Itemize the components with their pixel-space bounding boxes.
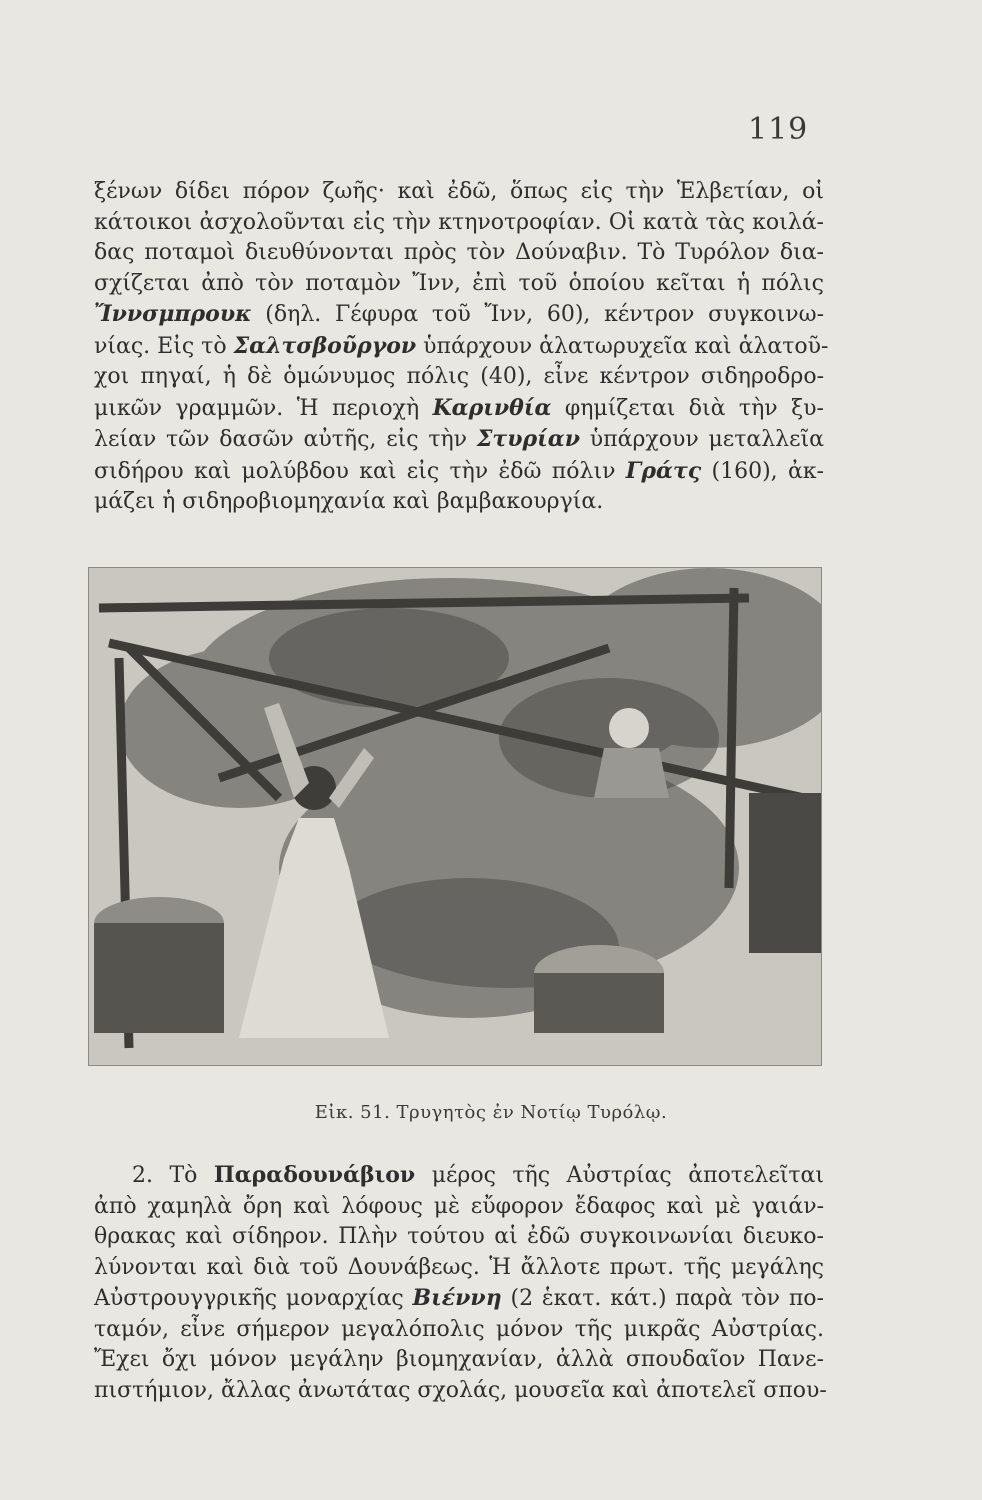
text-line: σιδήρου καὶ μολύβδου καὶ εἰς τὴν ἐδῶ πόλιν Γράτς (160), ἀκ- [94,457,824,484]
vineyard-photo-illustration [89,568,821,1065]
text-line: χοι πηγαί, ἡ δὲ ὁμώνυμος πόλις (40), εἶνε κέντρον σιδηροδρο- [94,364,824,389]
place-name: Γράτς [625,457,702,484]
place-name: Στυρίαν [476,426,580,452]
place-name: Βιέννη [412,1285,502,1311]
text-line: δας ποταμοὶ διευθύνονται πρὸς τὸν Δούναβιν. Τὸ Τυρόλον δια- [94,240,824,265]
text-line: λύνονται καὶ διὰ τοῦ Δουνάβεως. Ἡ ἄλλοτε πρωτ. τῆς μεγάλης [94,1254,824,1280]
text-line: ξένων δίδει πόρον ζωῆς· καὶ ἐδῶ, ὅπως εἰς τὴν Ἑλβετίαν, οἱ [94,179,824,204]
text-line: νίας. Εἰς τὸ Σαλτσβοῦργον ὑπάρχουν ἁλατωρυχεῖα καὶ ἁλατοῦ- [94,332,829,359]
place-name: Σαλτσβοῦργον [233,332,417,359]
text-line: 2. Τὸ Παραδουνάβιον μέρος τῆς Αὐστρίας ἀποτελεῖται [132,1162,824,1188]
figure-caption: Εἰκ. 51. Τρυγητὸς ἐν Νοτίῳ Τυρόλῳ. [314,1102,668,1123]
text-line: Αὐστρουγγρικῆς μοναρχίας Βιέννη (2 ἑκατ. κάτ.) παρὰ τὸν πο- [94,1285,824,1311]
text-line: μικῶν γραμμῶν. Ἡ περιοχὴ Καρινθία φημίζεται διὰ τὴν ξυ- [94,394,824,421]
region-name: Παραδουνάβιον [213,1162,416,1188]
text-line: Ἔχει ὄχι μόνον μεγάλην βιομηχανίαν, ἀλλὰ σπουδαῖον Πανε- [94,1347,824,1372]
text-line: θρακας καὶ σίδηρον. Πλὴν τούτου αἱ ἐδῶ συγκοινωνίαι διευκο- [94,1224,824,1249]
page-number: 119 [748,112,809,147]
text-line: κάτοικοι ἀσχολοῦνται εἰς τὴν κτηνοτροφίαν. Οἱ κατὰ τὰς κοιλά- [94,209,824,235]
text-line: μάζει ἡ σιδηροβιομηχανία καὶ βαμβακουργία. [94,489,604,514]
place-name: Ἴννσμπρουκ [94,301,252,327]
place-name: Καρινθία [432,394,552,421]
text-line: ἀπὸ χαμηλὰ ὄρη καὶ λόφους μὲ εὔφορον ἔδαφος καὶ μὲ γαιάν- [94,1193,824,1219]
harvest-photo [88,567,822,1066]
text-line: ταμόν, εἶνε σήμερον μεγαλόπολις μόνον τῆς μικρᾶς Αὐστρίας. [94,1316,824,1342]
paragraph-danube [94,1160,827,1406]
text-line: Ἴννσμπρουκ (δηλ. Γέφυρα τοῦ Ἴνν, 60), κέντρον συγκοινω- [94,301,824,327]
text-line: λείαν τῶν δασῶν αὐτῆς, εἰς τὴν Στυρίαν ὑπάρχουν μεταλλεῖα [94,426,824,452]
paragraph-tyrol [94,177,829,518]
text-line: σχίζεται ἀπὸ τὸν ποταμὸν Ἴνν, ἐπὶ τοῦ ὁποίου κεῖται ἡ πόλις [94,270,824,296]
text-line: πιστήμιον, ἄλλας ἀνωτάτας σχολάς, μουσεῖα καὶ ἀποτελεῖ σπου- [94,1377,827,1403]
